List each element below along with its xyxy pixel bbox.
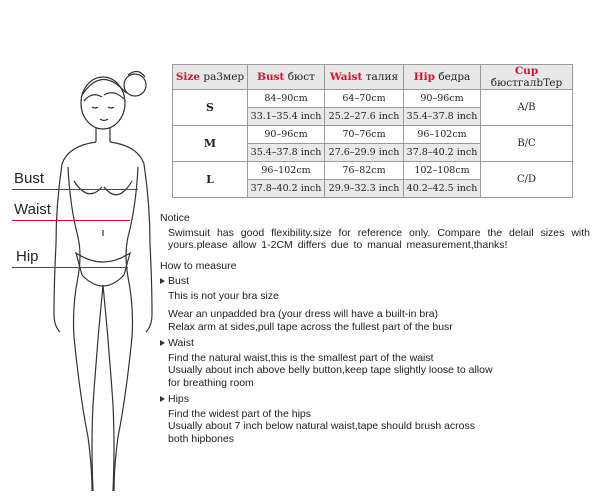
- bust-inch-cell: 37.8–40.2 inch: [248, 180, 325, 198]
- bust-cm-cell: 96–102cm: [248, 162, 325, 180]
- cup-cell: B/C: [481, 126, 573, 162]
- waist-inch-cell: 27.6–29.9 inch: [325, 144, 404, 162]
- notice-text: Swimsuit has good flexibility.size for reference only. Compare the delail sizes with yours.please allow 1-2CM differs due to manual measurement,thanks!: [168, 226, 590, 251]
- size-cell: M: [173, 126, 248, 162]
- hip-cm-cell: 96–102cm: [404, 126, 481, 144]
- header-waist: Waist талия: [325, 65, 404, 90]
- size-cell: L: [173, 162, 248, 198]
- cup-cell: A/B: [481, 90, 573, 126]
- hip-inch-cell: 40.2–42.5 inch: [404, 180, 481, 198]
- header-cup: Cup бюстгалbTep: [481, 65, 573, 90]
- instruction-line: both hipbones: [168, 432, 234, 445]
- notes-section: [160, 212, 590, 445]
- waist-inch-cell: 25.2–27.6 inch: [325, 108, 404, 126]
- waist-instructions: [160, 337, 590, 389]
- instruction-line: Find the widest part of the hips: [168, 407, 311, 420]
- cup-cell: C/D: [481, 162, 573, 198]
- waist-label: Waist: [14, 201, 51, 218]
- hip-cm-cell: 102–108cm: [404, 162, 481, 180]
- hips-instructions: [160, 393, 590, 445]
- header-bust: Bust бюст: [248, 65, 325, 90]
- notice-title: Notice: [160, 212, 190, 224]
- bust-cm-cell: 84–90cm: [248, 90, 325, 108]
- waist-line: [12, 220, 130, 221]
- how-to-measure-title: How to measure: [160, 259, 237, 272]
- table-row: [173, 90, 573, 108]
- table-row: [173, 162, 573, 180]
- waist-cm-cell: 70–76cm: [325, 126, 404, 144]
- bust-subheading: Bust: [160, 275, 590, 288]
- hip-inch-cell: 35.4–37.8 inch: [404, 108, 481, 126]
- instruction-line: Wear an unpadded bra (your dress will have a built-in bra): [168, 308, 439, 320]
- instruction-line: Usually about 7 inch below natural waist,tape should brush across: [168, 420, 476, 432]
- bust-label: Bust: [14, 170, 45, 187]
- woman-outline-drawing: [0, 55, 170, 491]
- bust-inch-cell: 33.1–35.4 inch: [248, 108, 325, 126]
- table-row: [173, 126, 573, 144]
- instruction-line: This is not your bra size: [168, 289, 279, 302]
- table-header-row: [173, 65, 573, 90]
- bust-line: [12, 189, 138, 190]
- arrow-icon: [160, 396, 165, 402]
- arrow-icon: [160, 340, 165, 346]
- header-hip: Hip бедра: [404, 65, 481, 90]
- waist-cm-cell: 64–70cm: [325, 90, 404, 108]
- hip-inch-cell: 37.8–40.2 inch: [404, 144, 481, 162]
- body-figure-illustration: [0, 55, 170, 491]
- bust-cm-cell: 90–96cm: [248, 126, 325, 144]
- hip-cm-cell: 90–96cm: [404, 90, 481, 108]
- waist-inch-cell: 29.9–32.3 inch: [325, 180, 404, 198]
- size-chart-table: [172, 64, 573, 198]
- instruction-line: Usually about inch above belly button,keep tape slightly loose to allow: [168, 364, 493, 376]
- header-size: Size pa3мep: [173, 65, 248, 90]
- instruction-line: for breathing room: [168, 376, 254, 389]
- hip-label: Hip: [16, 248, 39, 265]
- bust-inch-cell: 35.4–37.8 inch: [248, 144, 325, 162]
- hips-subheading: Hips: [160, 393, 590, 406]
- size-cell: S: [173, 90, 248, 126]
- instruction-line: Find the natural waist,this is the smallest part of the waist: [168, 351, 434, 364]
- hip-line: [12, 267, 128, 268]
- arrow-icon: [160, 278, 165, 284]
- instruction-line: Relax arm at sides,pull tape across the fullest part of the busr: [168, 320, 453, 333]
- waist-cm-cell: 76–82cm: [325, 162, 404, 180]
- waist-subheading: Waist: [160, 337, 590, 350]
- bust-instructions: [160, 275, 590, 333]
